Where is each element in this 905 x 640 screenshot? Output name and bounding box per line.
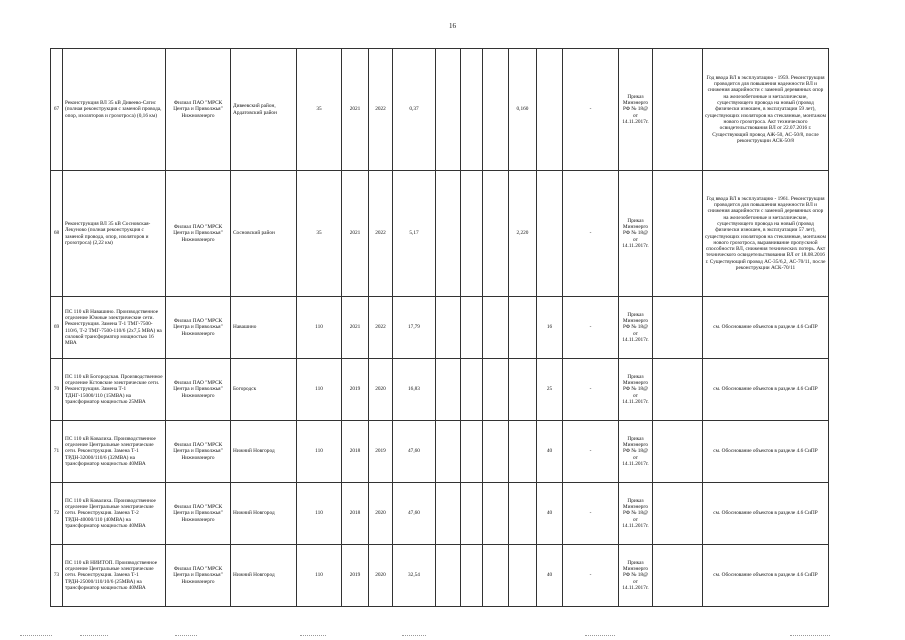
end-year: 2019 bbox=[369, 421, 393, 483]
end-year: 2022 bbox=[369, 297, 393, 359]
project-name: Реконструкция ВЛ 35 кВ Сосновская-Лекуново (полная реконструкция с заменой провода, опор, изоляторов и грозотроса) (2,22 км) bbox=[63, 171, 166, 297]
table-row bbox=[51, 421, 829, 483]
project-name: ПС 110 кВ Навашино. Производственное отделение Южные электрические сети. Реконструкция. Замена Т-1 ТМГ-7500-110/6, Т-2 ТМГ-7500-110/6 (2x7,5 МВА) на силовой трансформатор мощностью 16 МВА bbox=[63, 297, 166, 359]
voltage-class: 35 bbox=[297, 171, 342, 297]
transformer-capacity bbox=[537, 49, 563, 171]
voltage-class: 35 bbox=[297, 49, 342, 171]
approval-order: Приказ Минэнерго РФ № 18@ от 14.11.2017г. bbox=[619, 421, 653, 483]
dash-cell: - bbox=[563, 421, 619, 483]
empty-cell bbox=[436, 49, 461, 171]
transformer-capacity: 16 bbox=[537, 297, 563, 359]
approval-order: Приказ Минэнерго РФ № 18@ от 14.11.2017г. bbox=[619, 297, 653, 359]
table-row bbox=[51, 545, 829, 607]
transformer-capacity bbox=[537, 171, 563, 297]
page-footer-dots bbox=[0, 632, 905, 640]
dash-cell: - bbox=[563, 171, 619, 297]
project-name: Реконструкция ВЛ 35 кВ Дивеево-Сатис (полная реконструкция с заменой провода, опор, изоляторов и грозотроса) (0,16 км) bbox=[63, 49, 166, 171]
line-length bbox=[509, 421, 537, 483]
table-row bbox=[51, 483, 829, 545]
location: Нижний Новгород bbox=[231, 545, 297, 607]
empty-cell bbox=[436, 297, 461, 359]
branch-name: Филиал ПАО "МРСК Центра и Приволжья" Нижновэнерго bbox=[166, 421, 231, 483]
approval-order: Приказ Минэнерго РФ № 18@ от 14.11.2017г. bbox=[619, 545, 653, 607]
start-year: 2018 bbox=[342, 483, 369, 545]
line-length bbox=[509, 359, 537, 421]
row-number: 71 bbox=[51, 421, 63, 483]
table-row bbox=[51, 49, 829, 171]
investment-projects-table bbox=[50, 48, 829, 607]
transformer-capacity: 40 bbox=[537, 483, 563, 545]
row-number: 70 bbox=[51, 359, 63, 421]
end-year: 2020 bbox=[369, 483, 393, 545]
table-row bbox=[51, 297, 829, 359]
empty-cell bbox=[483, 483, 509, 545]
empty-cell bbox=[653, 359, 703, 421]
approval-order: Приказ Минэнерго РФ № 18@ от 14.11.2017г. bbox=[619, 171, 653, 297]
voltage-class: 110 bbox=[297, 297, 342, 359]
cost-value: 0,37 bbox=[393, 49, 436, 171]
branch-name: Филиал ПАО "МРСК Центра и Приволжья" Нижновэнерго bbox=[166, 545, 231, 607]
start-year: 2019 bbox=[342, 359, 369, 421]
location: Богородск bbox=[231, 359, 297, 421]
line-length bbox=[509, 483, 537, 545]
justification-note: см. Обоснование объектов в разделе 4.6 СиПР bbox=[703, 483, 829, 545]
cost-value: 32,54 bbox=[393, 545, 436, 607]
start-year: 2021 bbox=[342, 49, 369, 171]
empty-cell bbox=[483, 545, 509, 607]
empty-cell bbox=[653, 49, 703, 171]
branch-name: Филиал ПАО "МРСК Центра и Приволжья" Нижновэнерго bbox=[166, 483, 231, 545]
empty-cell bbox=[461, 171, 483, 297]
empty-cell bbox=[483, 49, 509, 171]
empty-cell bbox=[653, 297, 703, 359]
location: Сосновский район bbox=[231, 171, 297, 297]
dash-cell: - bbox=[563, 49, 619, 171]
row-number: 67 bbox=[51, 49, 63, 171]
justification-note: см. Обоснование объектов в разделе 4.6 СиПР bbox=[703, 359, 829, 421]
branch-name: Филиал ПАО "МРСК Центра и Приволжья" Нижновэнерго bbox=[166, 49, 231, 171]
transformer-capacity: 40 bbox=[537, 421, 563, 483]
start-year: 2018 bbox=[342, 421, 369, 483]
row-number: 72 bbox=[51, 483, 63, 545]
voltage-class: 110 bbox=[297, 545, 342, 607]
empty-cell bbox=[461, 483, 483, 545]
empty-cell bbox=[483, 297, 509, 359]
end-year: 2022 bbox=[369, 171, 393, 297]
empty-cell bbox=[436, 483, 461, 545]
empty-cell bbox=[653, 421, 703, 483]
justification-note: Год ввода ВЛ в эксплуатацию - 1959. Реконструкция проводится для повышения надежности ВЛ и снижения аварийности с заменой деревянных опор на железобетонные и металлические, существующего провода на новый (провод физически изношен, в эксплуатации 59 лет), существующих изоляторов на стеклянные, монтажом нового грозотроса. Акт технического освидетельствования ВЛ от 22.07.2016 г. Существующий провод АЖ-50, АС-50/8, после реконструкции АСК-50/8 bbox=[703, 49, 829, 171]
row-number: 68 bbox=[51, 171, 63, 297]
empty-cell bbox=[461, 297, 483, 359]
row-number: 73 bbox=[51, 545, 63, 607]
row-number: 69 bbox=[51, 297, 63, 359]
dash-cell: - bbox=[563, 297, 619, 359]
empty-cell bbox=[436, 421, 461, 483]
dash-cell: - bbox=[563, 359, 619, 421]
end-year: 2020 bbox=[369, 545, 393, 607]
table-row bbox=[51, 359, 829, 421]
empty-cell bbox=[653, 483, 703, 545]
empty-cell bbox=[653, 545, 703, 607]
cost-value: 17,79 bbox=[393, 297, 436, 359]
empty-cell bbox=[483, 171, 509, 297]
line-length bbox=[509, 545, 537, 607]
location: Нижний Новгород bbox=[231, 483, 297, 545]
branch-name: Филиал ПАО "МРСК Центра и Приволжья" Нижновэнерго bbox=[166, 297, 231, 359]
empty-cell bbox=[436, 359, 461, 421]
empty-cell bbox=[461, 49, 483, 171]
justification-note: Год ввода ВЛ в эксплуатацию - 1961. Реконструкция проводится для повышения надежности ВЛ и снижения аварийности с заменой деревянных опор на железобетонные и металлические, существующего провода на новый (провод физически изношен, в эксплуатации 57 лет), существующих изоляторов на стеклянные, монтажом нового грозотроса, выравнивание пропускной способности ВЛ, снижения технических потерь. Акт технического освидетельствования ВЛ от 18.08.2016 г. Существующий провод АС-35/6,2, АС-70/11, после реконструкции АСК-70/11 bbox=[703, 171, 829, 297]
voltage-class: 110 bbox=[297, 483, 342, 545]
line-length: 0,160 bbox=[509, 49, 537, 171]
empty-cell bbox=[436, 171, 461, 297]
line-length: 2,220 bbox=[509, 171, 537, 297]
end-year: 2022 bbox=[369, 49, 393, 171]
empty-cell bbox=[461, 545, 483, 607]
dash-cell: - bbox=[563, 483, 619, 545]
project-name: ПС 110 кВ Ковалиха. Производственное отделение Центральные электрические сети. Реконструкция. Замена Т-2 ТРДН-40000/110 (40МВА) на трансформатор мощностью 40МВА bbox=[63, 483, 166, 545]
end-year: 2020 bbox=[369, 359, 393, 421]
start-year: 2021 bbox=[342, 297, 369, 359]
cost-value: 16,83 bbox=[393, 359, 436, 421]
empty-cell bbox=[461, 421, 483, 483]
location: Нижний Новгород bbox=[231, 421, 297, 483]
voltage-class: 110 bbox=[297, 421, 342, 483]
cost-value: 5,17 bbox=[393, 171, 436, 297]
dash-cell: - bbox=[563, 545, 619, 607]
branch-name: Филиал ПАО "МРСК Центра и Приволжья" Нижновэнерго bbox=[166, 171, 231, 297]
line-length bbox=[509, 297, 537, 359]
start-year: 2019 bbox=[342, 545, 369, 607]
page-number: 16 bbox=[449, 22, 456, 30]
start-year: 2021 bbox=[342, 171, 369, 297]
cost-value: 47,60 bbox=[393, 421, 436, 483]
approval-order: Приказ Минэнерго РФ № 18@ от 14.11.2017г. bbox=[619, 359, 653, 421]
location: Навашино bbox=[231, 297, 297, 359]
cost-value: 47,60 bbox=[393, 483, 436, 545]
justification-note: см. Обоснование объектов в разделе 4.6 СиПР bbox=[703, 545, 829, 607]
approval-order: Приказ Минэнерго РФ № 18@ от 14.11.2017г. bbox=[619, 49, 653, 171]
table-row bbox=[51, 171, 829, 297]
justification-note: см. Обоснование объектов в разделе 4.6 СиПР bbox=[703, 421, 829, 483]
empty-cell bbox=[653, 171, 703, 297]
project-name: ПС 110 кВ Ковалиха. Производственное отделение Центральные электрические сети. Реконструкция. Замена Т-1 ТРДН-32000/110/6 (32МВА) на трансформатор мощностью 40МВА bbox=[63, 421, 166, 483]
location: Дивеевский район, Ардатовский район bbox=[231, 49, 297, 171]
branch-name: Филиал ПАО "МРСК Центра и Приволжья" Нижновэнерго bbox=[166, 359, 231, 421]
approval-order: Приказ Минэнерго РФ № 18@ от 14.11.2017г. bbox=[619, 483, 653, 545]
voltage-class: 110 bbox=[297, 359, 342, 421]
transformer-capacity: 25 bbox=[537, 359, 563, 421]
project-name: ПС 110 кВ НИИТОП. Производственное отделение Центральные электрические сети. Реконструкция. Замена Т-1 ТРДН-25000/110/10/6 (25МВА) на трансформатор мощностью 40МВА bbox=[63, 545, 166, 607]
transformer-capacity: 40 bbox=[537, 545, 563, 607]
empty-cell bbox=[483, 359, 509, 421]
empty-cell bbox=[461, 359, 483, 421]
project-name: ПС 110 кВ Богородская. Производственное отделение Кстовские электрические сети. Реконструкция. Замена Т-1 ТДНГ-15000/110 (15МВА) на трансформатор мощностью 25МВА bbox=[63, 359, 166, 421]
justification-note: см. Обоснование объектов в разделе 4.6 СиПР bbox=[703, 297, 829, 359]
empty-cell bbox=[483, 421, 509, 483]
empty-cell bbox=[436, 545, 461, 607]
